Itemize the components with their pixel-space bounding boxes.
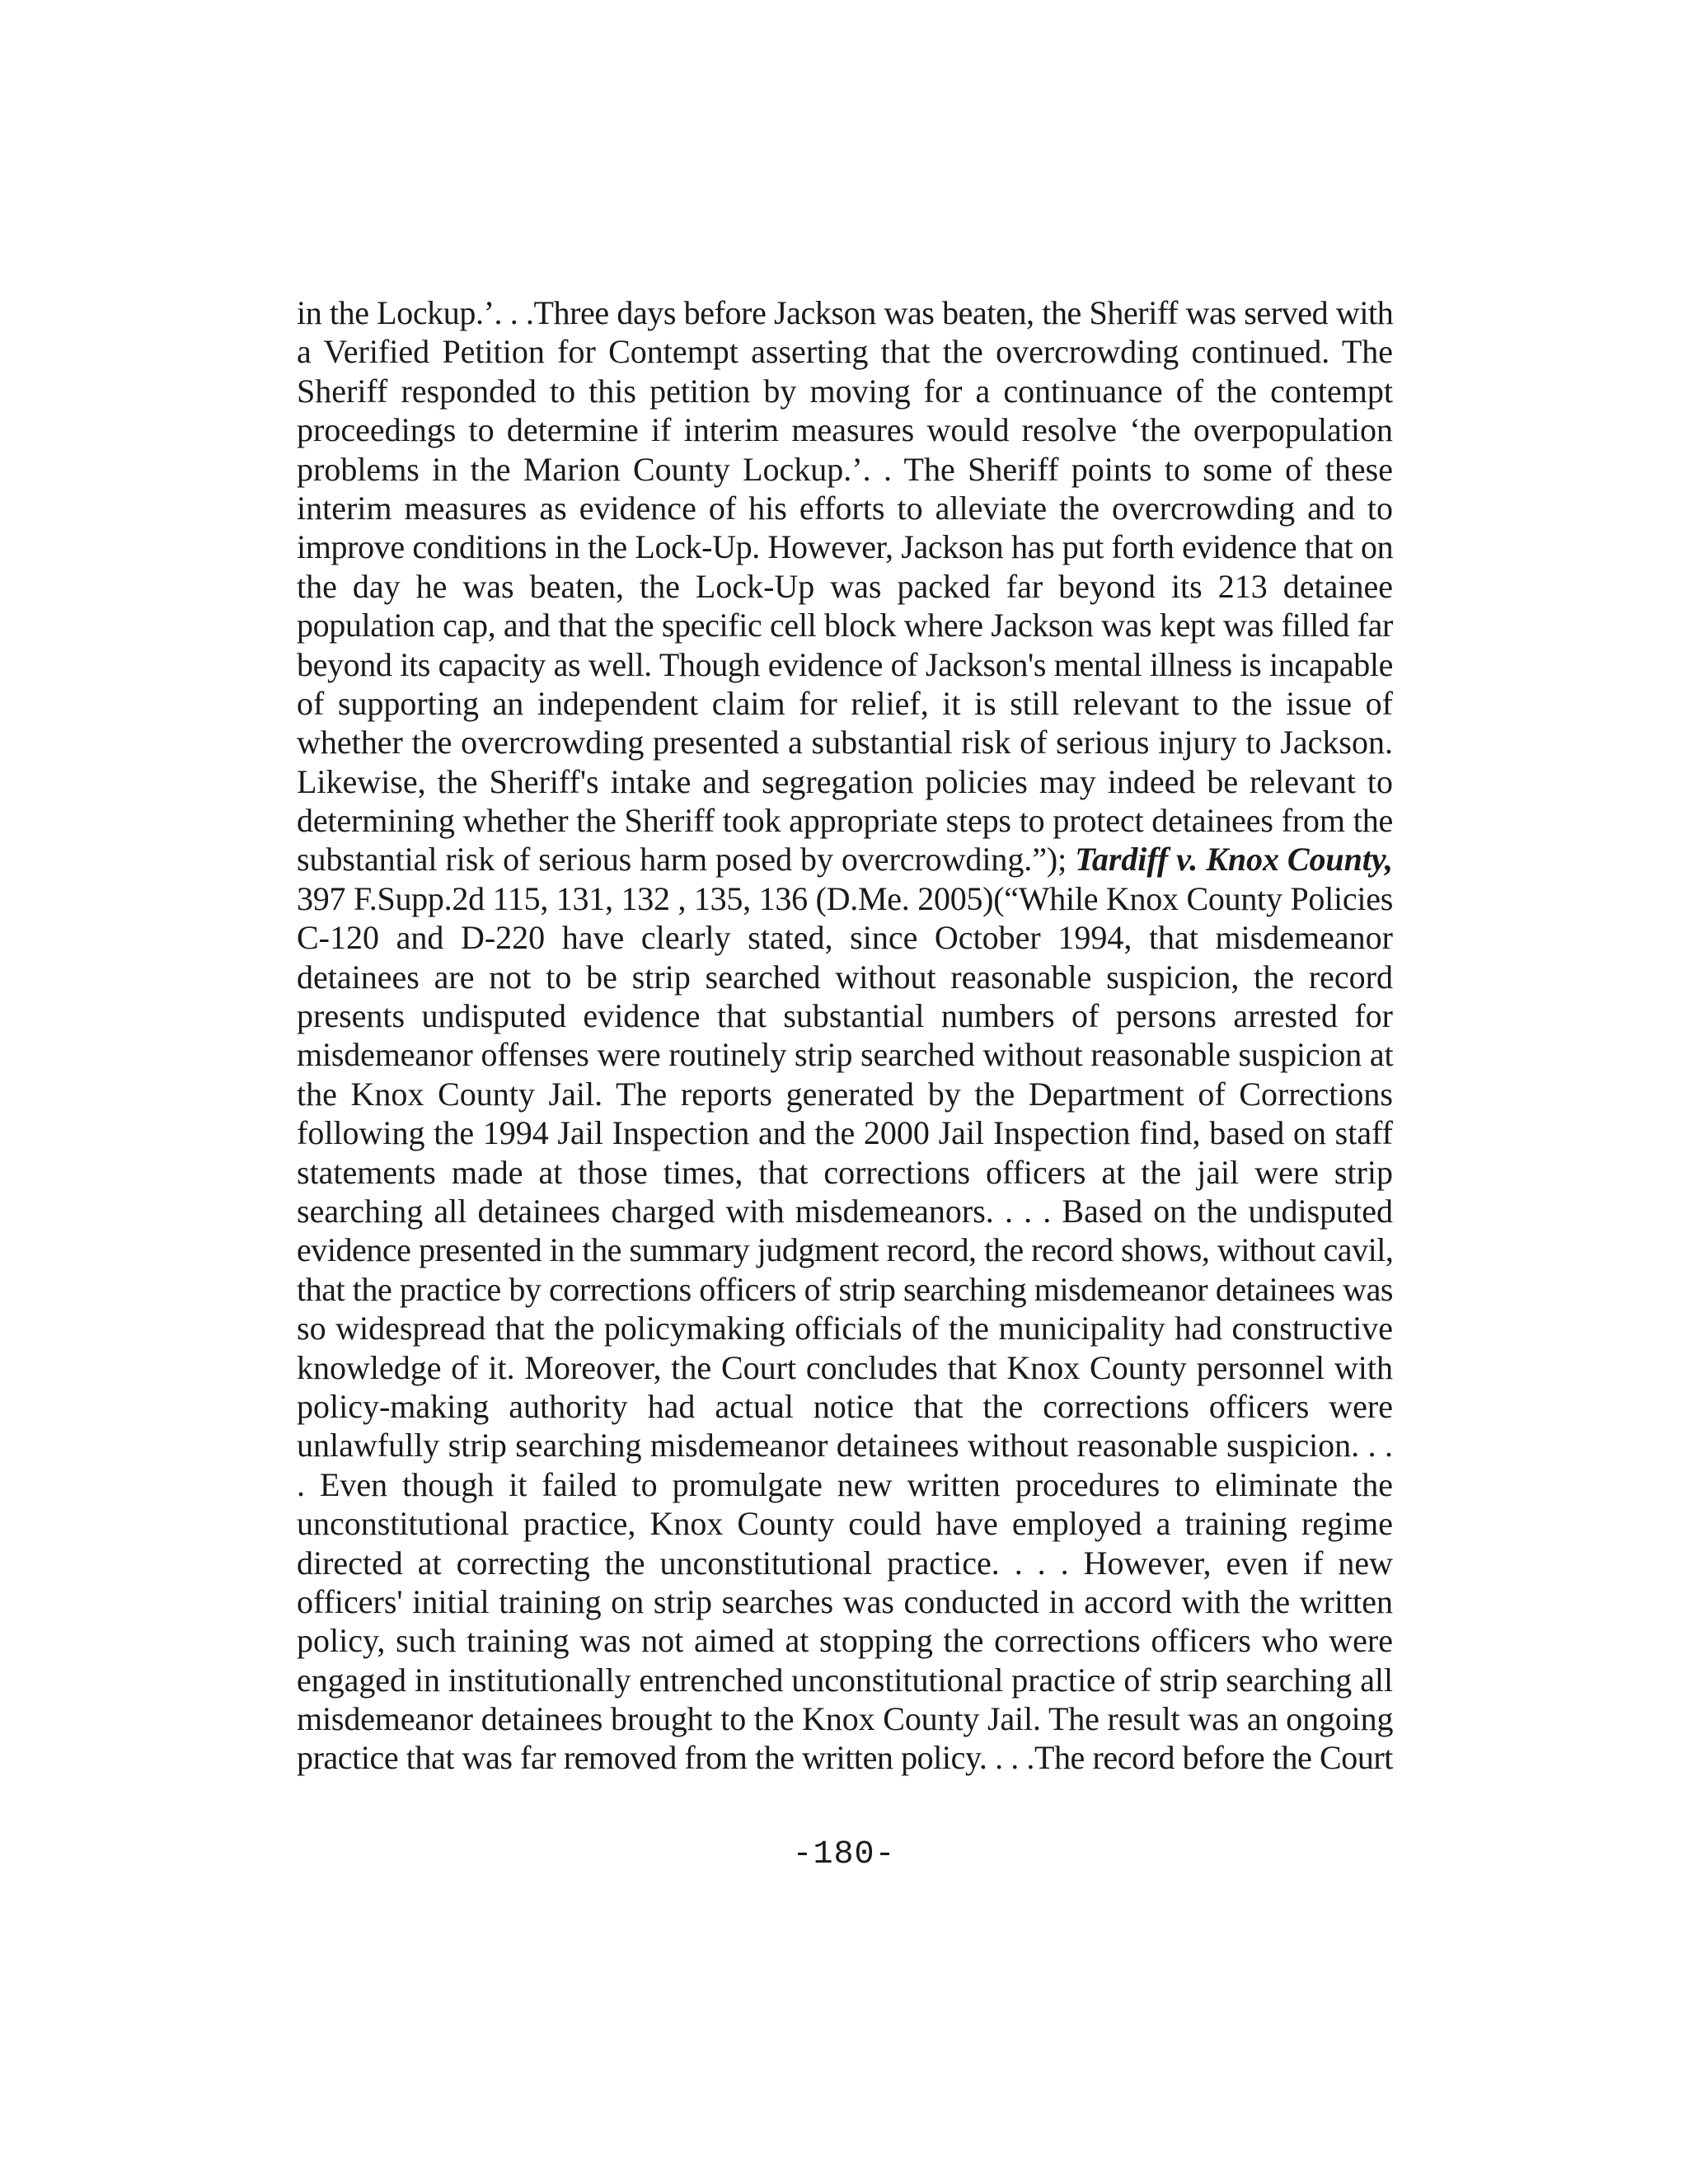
text-line: of supporting an independent claim for relief, it is still relevant to the issue of [297, 684, 1393, 722]
text-line: knowledge of it. Moreover, the Court concludes that Knox County personnel with [297, 1348, 1393, 1386]
text-line: presents undisputed evidence that substantial numbers of persons arrested for [297, 997, 1393, 1035]
text-line: misdemeanor detainees brought to the Knox County Jail. The result was an ongoing [297, 1700, 1394, 1738]
text-line: directed at correcting the unconstitutional practice. . . . However, even if new [297, 1544, 1393, 1582]
text-line: whether the overcrowding presented a substantial risk of serious injury to Jackson. [297, 724, 1393, 762]
text-line: the day he was beaten, the Lock-Up was packed far beyond its 213 detainee [297, 567, 1393, 605]
text-line: population cap, and that the specific cell block where Jackson was kept was filled far [297, 607, 1393, 644]
text-line: problems in the Marion County Lockup.’. . The Sheriff points to some of these [297, 450, 1393, 488]
text-line: detainees are not to be strip searched without reasonable suspicion, the record [297, 958, 1393, 996]
text-line: in the Lockup.’. . .Three days before Jackson was beaten, the Sheriff was served with [297, 294, 1394, 331]
text-line: so widespread that the policymaking officials of the municipality had constructive [297, 1310, 1393, 1347]
text-line: searching all detainees charged with misdemeanors. . . . Based on the undisputed [297, 1192, 1393, 1230]
text-line: improve conditions in the Lock-Up. However, Jackson has put forth evidence that on [297, 528, 1394, 566]
case-name: Tardiff v. Knox County, [1075, 841, 1393, 879]
text-line: interim measures as evidence of his efforts to alleviate the overcrowding and to [297, 489, 1393, 527]
text-line: policy-making authority had actual notice that the corrections officers were [297, 1387, 1393, 1425]
text-line: that the practice by corrections officers of strip searching misdemeanor detainees was [297, 1270, 1393, 1308]
text-line: following the 1994 Jail Inspection and the 2000 Jail Inspection find, based on staff [297, 1114, 1393, 1152]
text-line: C-120 and D-220 have clearly stated, since October 1994, that misdemeanor [297, 919, 1393, 957]
text-line: the Knox County Jail. The reports generated by the Department of Corrections [297, 1075, 1393, 1113]
page-number: -180- [792, 1836, 896, 1873]
text-line-with-citation [297, 840, 1393, 879]
text-line: evidence presented in the summary judgment record, the record shows, without cavil, [297, 1231, 1394, 1269]
text-line: statements made at those times, that corrections officers at the jail were strip [297, 1153, 1393, 1191]
text-segment: substantial risk of serious harm posed by overcrowding.”); [297, 841, 1076, 879]
text-line: officers' initial training on strip searches was conducted in accord with the written [297, 1582, 1393, 1620]
text-line: proceedings to determine if interim measures would resolve ‘the overpopulation [297, 411, 1393, 449]
text-line: policy, such training was not aimed at stopping the corrections officers who were [297, 1622, 1393, 1660]
text-line: practice that was far removed from the written policy. . . .The record before the Court [297, 1739, 1393, 1777]
text-line: determining whether the Sheriff took appropriate steps to protect detainees from the [297, 802, 1394, 840]
text-line: beyond its capacity as well. Though evidence of Jackson's mental illness is incapable [297, 645, 1393, 683]
text-line: unconstitutional practice, Knox County could have employed a training regime [297, 1505, 1393, 1543]
body-text [297, 293, 1393, 1778]
text-line: misdemeanor offenses were routinely strip searched without reasonable suspicion at [297, 1036, 1394, 1074]
text-line: Sheriff responded to this petition by moving for a continuance of the contempt [297, 372, 1393, 410]
text-line: engaged in institutionally entrenched unconstitutional practice of strip searching all [297, 1661, 1394, 1699]
text-line: a Verified Petition for Contempt asserting that the overcrowding continued. The [297, 333, 1393, 371]
text-line: Likewise, the Sheriff's intake and segregation policies may indeed be relevant to [297, 762, 1393, 800]
text-line: . Even though it failed to promulgate new written procedures to eliminate the [297, 1465, 1393, 1503]
text-line: unlawfully strip searching misdemeanor detainees without reasonable suspicion. . . [297, 1427, 1393, 1465]
text-line: 397 F.Supp.2d 115, 131, 132 , 135, 136 (D.Me. 2005)(“While Knox County Policies [297, 879, 1393, 917]
